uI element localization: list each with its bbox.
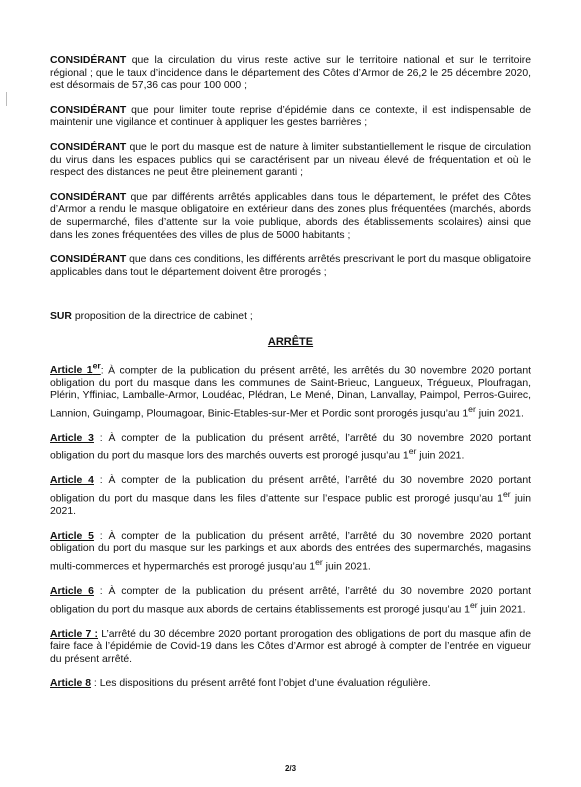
consideration-text: que dans ces conditions, les différents arrêtés prescrivant le port du masque obligatoire applicables dans tout le département doivent être prorogés ; (50, 254, 531, 278)
article-text: À compter de la publication du présent arrêté, les arrêtés du 30 novembre 2020 portant obligation du port du masque dans les communes de Saint-Brieuc, Langueux, Trégueux, Ploufragan, Plérin, Yffiniac, Lamballe-Armor, Loudéac, Plédran, Le Mené, Dinan, Lanvallay, Paimpol, Perros-Guirec, Lannion, Guingamp, Ploumagoar, Binic-Etables-sur-Mer et Pordic sont prorogés jusqu’au 1 (50, 364, 531, 420)
page-number: 2/3 (284, 764, 297, 773)
article-text: À compter de la publication du présent arrêté, l’arrêté du 30 novembre 2020 portant obligation du port du masque lors des marchés ouverts est prorogé jusqu’au 1 (50, 432, 531, 462)
article-label-separator: : (93, 432, 109, 444)
article-paragraph (50, 586, 531, 617)
consideration-text: que le port du masque est de nature à limiter substantiellement le risque de circulation du virus dans les espaces publics qui se caractérisent par un niveau élevé de fréquentation et où le respect des distances ne peut être pleinement garanti ; (50, 141, 531, 179)
article-paragraph (50, 629, 531, 667)
article-label: Article 3 (50, 432, 94, 444)
article-text-end: juin 2021. (475, 408, 524, 420)
article-paragraph (50, 531, 531, 574)
article-text: L’arrêté du 30 décembre 2020 portant prorogation des obligations de port du masque afin de faire face à l’épidémie de Covid-19 dans les Côtes d’Armor est abrogé à compter de l’entrée en vigueur du présent arrêté. (50, 628, 531, 665)
consideration-text: que pour limiter toute reprise d’épidémie dans ce contexte, il est indispensable de maintenir une vigilance et continuer à appliquer les gestes barrières ; (50, 104, 531, 129)
consideration-keyword: CONSIDÉRANT (50, 254, 127, 266)
consideration-text: que par différents arrêtés applicables dans tous le département, le préfet des Côtes d’Armor a rendu le masque obligatoire en extérieur dans des zones plus fréquentées (marchés, abords de supermarché, files d’attente sur la voie publique, abords des établissements scolaires) ainsi que dans les zones fréquentées des villes de plus de 5000 habitants ; (50, 191, 531, 241)
proposal-text: proposition de la directrice de cabinet ; (71, 311, 253, 323)
consideration-paragraph (50, 254, 531, 279)
article-text-end: juin 2021. (416, 450, 465, 462)
article-text-end: juin 2021. (322, 561, 371, 573)
article-label: Article 6 (50, 585, 94, 597)
article-text-sup: er (469, 599, 478, 610)
article-paragraph (50, 360, 531, 421)
consideration-paragraph (50, 142, 531, 180)
article-text-sup: er (502, 489, 511, 500)
consideration-paragraph (50, 192, 531, 242)
article-label-text: Article 1 (50, 364, 93, 376)
article-label (50, 360, 101, 376)
article-text: À compter de la publication du présent arrêté, l’arrêté du 30 novembre 2020 portant obligation du port du masque sur les parkings et aux abords des entrées des supermarchés, magasins multi-commerces et hypermarchés est prorogé jusqu’au 1 (50, 530, 531, 573)
article-label-separator: : (100, 364, 109, 376)
scan-margin-mark (6, 92, 7, 106)
article-paragraph (50, 678, 531, 691)
article-text: À compter de la publication du présent arrêté, l’arrêté du 30 novembre 2020 portant obligation du port du masque aux abords de certains établissements est prorogé jusqu’au 1 (50, 585, 531, 616)
article-text-sup: er (408, 446, 417, 457)
article-paragraph (50, 475, 531, 518)
article-label: Article 8 (50, 678, 92, 690)
consideration-paragraph (50, 105, 531, 130)
proposal-keyword: SUR (50, 311, 72, 323)
article-label: Article 7 : (50, 628, 99, 640)
article-text-end: juin 2021. (477, 604, 526, 616)
decree-heading: ARRÊTE (267, 335, 314, 348)
article-label-separator: : (91, 678, 100, 690)
article-label: Article 4 (50, 475, 94, 487)
article-paragraph (50, 433, 531, 464)
consideration-paragraph (50, 55, 531, 93)
consideration-keyword: CONSIDÉRANT (50, 104, 127, 116)
article-text-sup: er (315, 556, 323, 567)
article-label-separator: : (93, 475, 109, 487)
article-label-separator: : (93, 530, 109, 542)
article-label-sup: er (92, 360, 101, 371)
consideration-keyword: CONSIDÉRANT (50, 191, 127, 203)
proposal-paragraph (50, 311, 531, 324)
article-text: À compter de la publication du présent arrêté, l’arrêté du 30 novembre 2020 portant obligation du port du masque dans les files d’attente sur l’espace public est prorogé jusqu’au 1 (50, 475, 531, 505)
consideration-keyword: CONSIDÉRANT (50, 141, 127, 153)
article-label-separator: : (93, 585, 109, 597)
article-text-sup: er (468, 403, 476, 414)
document-body (50, 55, 531, 703)
article-text-end: juin 2021. (50, 493, 532, 518)
article-text: Les dispositions du présent arrêté font l’objet d’une évaluation régulière. (99, 678, 431, 690)
article-label: Article 5 (50, 530, 94, 542)
consideration-keyword: CONSIDÉRANT (50, 55, 127, 66)
consideration-text: que la circulation du virus reste active sur le territoire national et sur le territoire régional ; que le taux d’incidence dans le département des Côtes d’Armor de 26,2 le 25 décembre 2020, est désormais de 57,36 cas pour 100 000 ; (50, 55, 531, 92)
